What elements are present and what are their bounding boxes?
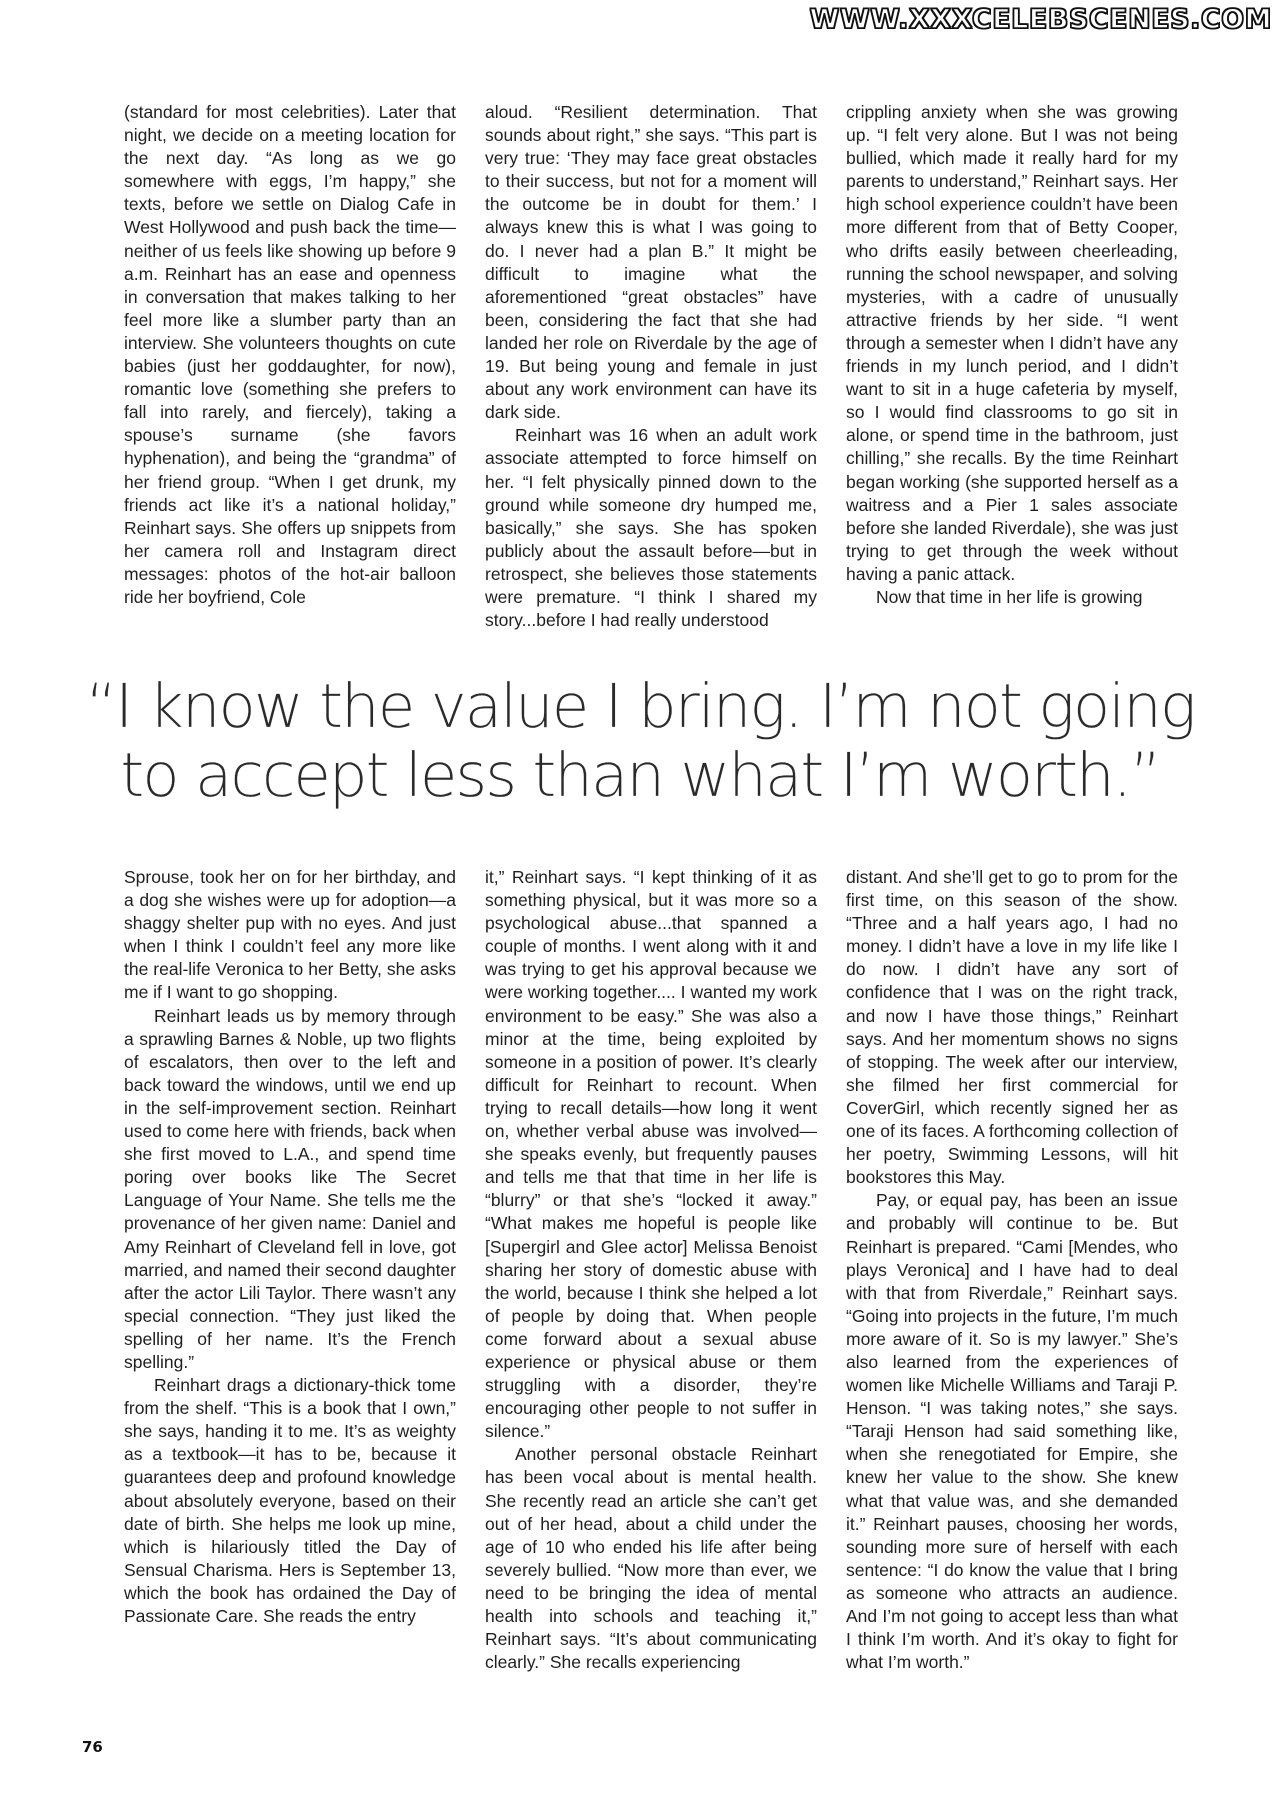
paragraph: Reinhart drags a dictionary-thick tome from the shelf. “This is a book that I own,” she says, handing it to me. It’s as weighty as a textbook—it has to be, because it guarantees deep and profound knowledge about absolutely everyone, based on their date of birth. She helps me look up mine, which is hilariously titled the Day of Sensual Charisma. Hers is September 13, which the book has ordained the Day of Passionate Care. She reads the entry [124, 1375, 456, 1626]
paragraph: (standard for most celebrities). Later that night, we decide on a meeting location for the next day. “As long as we go somewhere with eggs, I’m happy,” she texts, before we settle on Dialog Cafe in West Hollywood and push back the time—neither of us feels like showing up before 9 a.m. Reinhart has an ease and openness in conversation that makes talking to her feel more like a slumber party than an interview. She volunteers thoughts on cute babies (just her goddaughter, for now), romantic love (something she prefers to fall into rarely, and fiercely), taking a spouse’s surname (she favors hyphenation), and being the “grandma” of her friend group. “When I get drunk, my friends act like it’s a national holiday,” Reinhart says. She offers up snippets from her camera roll and Instagram direct messages: photos of the hot-air balloon ride her boyfriend, Cole [124, 102, 456, 607]
watermark-text: WWW.XXXCELEBSCENES.COM [809, 4, 1272, 35]
paragraph: Reinhart was 16 when an adult work associate attempted to force himself on her. “I felt physically pinned down to the ground while someone dry humped me, basically,” she says. She has spoken publicly about the assault before—but in retrospect, she believes those statements were premature. “I think I shared my story...before I had really understood [485, 425, 817, 631]
paragraph: it,” Reinhart says. “I kept thinking of it as something physical, but it was more so a psychological abuse...that spanned a couple of months. I went along with it and was trying to get his approval because we were working together.... I wanted my work environment to be easy.” She was also a minor at the time, being exploited by someone in a position of power. It’s clearly difficult for Reinhart to recount. When trying to recall details—how long it went on, whether verbal abuse was involved—she speaks evenly, but frequently pauses and tells me that that time in her life is “blurry” or that she’s “locked it away.” “What makes me hopeful is people like [Supergirl and Glee actor] Melissa Benoist sharing her story of domestic abuse with the world, because I think she helped a lot of people by doing that. When people come forward about a sexual abuse experience or physical abuse or them struggling with a disorder, they’re encouraging other people to not suffer in silence.” [485, 867, 817, 1442]
article-column-2-bottom [485, 866, 817, 1674]
page-number: 76 [82, 1738, 103, 1756]
pull-quote: “I know the value I bring. I’m not going to accept less than what I’m worth.” [85, 671, 1195, 811]
paragraph: Now that time in her life is growing [876, 586, 1143, 607]
paragraph: Reinhart leads us by memory through a sprawling Barnes & Noble, up two flights of escalators, then over to the left and back toward the windows, until we end up in the self-improvement section. Reinhart used to come here with friends, back when she first moved to L.A., and spend time poring over books like The Secret Language of Your Name. She tells me the provenance of her given name: Daniel and Amy Reinhart of Cleveland fell in love, got married, and named their second daughter after the actor Lili Taylor. There wasn’t any special connection. “They just liked the spelling of her name. It’s the French spelling.” [124, 1005, 456, 1372]
article-column-3-bottom [846, 866, 1178, 1674]
article-column-3-top [846, 101, 1178, 609]
paragraph: Sprouse, took her on for her birthday, and a dog she wishes were up for adoption—a shaggy shelter pup with no eyes. And just when I think I couldn’t feel any more like the real-life Veronica to her Betty, she asks me if I want to go shopping. [124, 867, 456, 1003]
paragraph: Another personal obstacle Reinhart has been vocal about is mental health. She recently read an article she can’t get out of her head, about a child under the age of 10 who ended his life after being severely bullied. “Now more than ever, we need to be bringing the idea of mental health into schools and teaching it,” Reinhart says. “It’s about communicating clearly.” She recalls experiencing [485, 1444, 817, 1673]
paragraph: crippling anxiety when she was growing up. “I felt very alone. But I was not being bullied, which made it really hard for my parents to understand,” Reinhart says. Her high school experience couldn’t have been more different from that of Betty Cooper, who drifts easily between cheerleading, running the school newspaper, and solving mysteries, with a cadre of unusually attractive friends by her side. “I went through a semester when I didn’t have any friends in my lunch period, and I didn’t want to sit in a huge cafeteria by myself, so I would find classrooms to go sit in alone, or spend time in the bathroom, just chilling,” she recalls. By the time Reinhart began working (she supported herself as a waitress and a Pier 1 sales associate before she landed Riverdale), she was just trying to get through the week without having a panic attack. [846, 102, 1178, 584]
article-column-1-bottom [124, 866, 456, 1628]
paragraph: Pay, or equal pay, has been an issue and probably will continue to be. But Reinhart is prepared. “Cami [Mendes, who plays Veronica] and I have had to deal with that from Riverdale,” Reinhart says. “Going into projects in the future, I’m much more aware of it. So is my lawyer.” She’s also learned from the experiences of women like Michelle Williams and Taraji P. Henson. “I was taking notes,” she says. “Taraji Henson had said something like, when she renegotiated for Empire, she knew her value to the show. She knew what that value was, and she demanded it.” Reinhart pauses, choosing her words, sounding more sure of herself with each sentence: “I do know the value that I bring as someone who attracts an audience. And I’m not going to accept less than what I think I’m worth. And it’s okay to fight for what I’m worth.” [846, 1190, 1178, 1673]
article-column-1-top [124, 101, 456, 609]
paragraph: aloud. “Resilient determination. That sounds about right,” she says. “This part is very true: ‘They may face great obstacles to their success, but not for a moment will the outcome be in doubt for them.’ I always knew this is what I was going to do. I never had a plan B.” It might be difficult to imagine what the aforementioned “great obstacles” have been, considering the fact that she had landed her role on Riverdale by the age of 19. But being young and female in just about any work environment can have its dark side. [485, 102, 817, 423]
paragraph: distant. And she’ll get to go to prom for the first time, on this season of the show. “Three and a half years ago, I had no money. I didn’t have a love in my life like I do now. I didn’t have any sort of confidence that I was on the right track, and now I have those things,” Reinhart says. And her momentum shows no signs of stopping. The week after our interview, she filmed her first commercial for CoverGirl, which recently signed her as one of its faces. A forthcoming collection of her poetry, Swimming Lessons, will hit bookstores this May. [846, 867, 1178, 1188]
article-column-2-top [485, 101, 817, 632]
